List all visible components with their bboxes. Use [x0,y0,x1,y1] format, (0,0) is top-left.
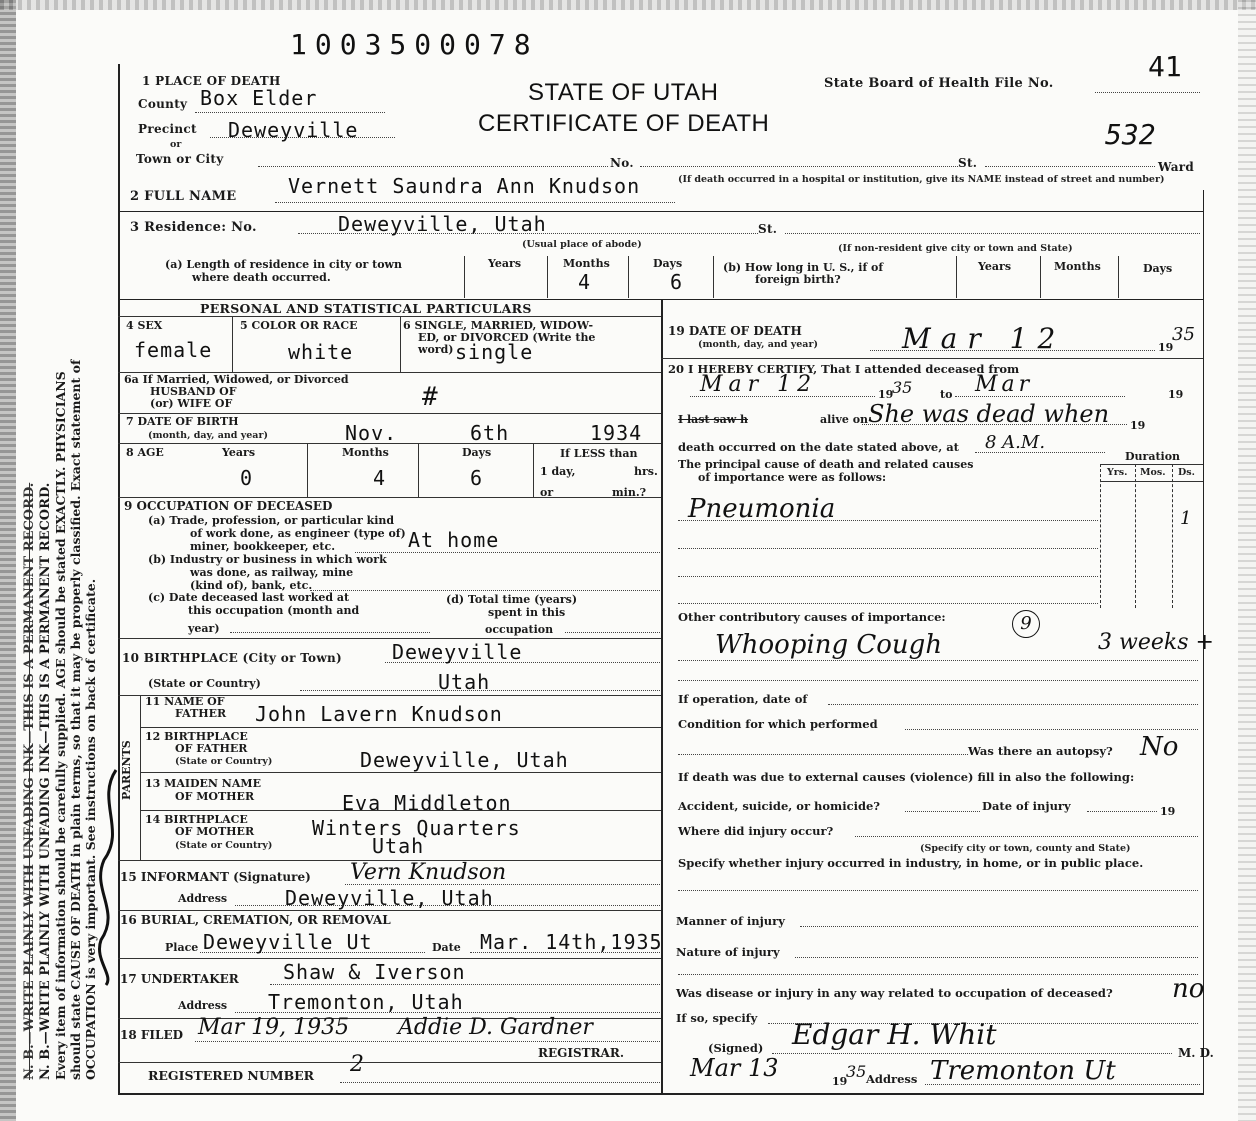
state-title: STATE OF UTAH [528,79,719,106]
full-name-label: 2 FULL NAME [130,189,237,204]
residence-label: 3 Residence: No. [130,220,257,235]
signed-label: (Signed) [708,1041,764,1055]
filed-label: 18 FILED [120,1028,183,1042]
street-no-label: No. [610,156,634,170]
injury-year-label: 19 [1160,805,1176,818]
occupation-related-value: no [1172,974,1205,1004]
us-residence-label-a: (b) How long in U. S., if of [723,261,884,274]
birthplace-city: Deweyville [392,640,523,664]
registered-number-value: 2 [350,1052,364,1077]
manner-label: Manner of injury [676,914,785,928]
dob-day: 6th [470,421,510,445]
margin-instruction-1: N. B.—WRITE PLAINLY WITH UNFADING INK—THIS IS A PERMANENT RECORD. [38,482,53,1080]
less-than-label-a: If LESS than [560,447,638,460]
registrar-signature: Addie D. Gardner [398,1015,593,1040]
date-of-death-label-b: (month, day, and year) [698,339,818,350]
undertaker-label: 17 UNDERTAKER [120,972,239,986]
physician-address-label: Address [866,1072,918,1086]
injury-specify-label: Specify whether injury occurred in industry, in home, or in public place. [678,856,1144,870]
external-causes-label: If death was due to external causes (violence) fill in also the following: [678,770,1135,784]
mother-birthplace-b: Utah [372,834,425,858]
birthplace-state: Utah [438,670,491,694]
dob-year: 1934 [590,421,643,445]
signed-year: 35 [846,1062,867,1081]
occupation-c1: (c) Date deceased last worked at [148,591,350,604]
occupation-d2: spent in this [488,606,566,619]
occupation-c3: year) [188,622,220,635]
residence-st-label: St. [758,222,778,236]
res-days-value: 6 [670,270,684,294]
age-months-label: Months [342,446,389,459]
street-label: St. [958,156,978,170]
informant-label: 15 INFORMANT (Signature) [120,870,311,884]
less-than-label-b: 1 day, [540,465,576,478]
marital-label-a: 6 SINGLE, MARRIED, WIDOW- [403,319,594,332]
last-saw-label: I last saw h [678,413,749,426]
condition-label: Condition for which performed [678,717,878,731]
physician-address: Tremonton Ut [930,1056,1116,1086]
injury-date-label: Date of injury [982,799,1071,813]
occupation-label: 9 OCCUPATION OF DECEASED [124,499,333,513]
contributory-number: 9 [1012,610,1040,638]
town-label: Town or City [136,152,224,166]
occupation-c2: this occupation (month and [188,604,360,617]
less-than-label-e: min.? [612,486,647,499]
undertaker-address-label: Address [178,999,228,1012]
nonresident-note: (If non-resident give city or town and State) [838,243,1073,254]
usual-abode-note: (Usual place of abode) [522,239,642,250]
dob-month: Nov. [345,421,398,445]
autopsy-value: No [1140,732,1179,762]
occupation-value: At home [408,528,500,552]
undertaker-address: Tremonton, Utah [268,990,464,1014]
us-residence-label-b: foreign birth? [755,273,841,286]
dob-label-a: 7 DATE OF BIRTH [126,415,239,428]
last-saw-year-prefix: 19 [1130,419,1146,432]
res-months-value: 4 [578,270,592,294]
right-scan-edge [1238,0,1256,1121]
burial-date: Mar. 14th,1935 [480,930,663,954]
left-scan-edge [0,0,16,1121]
date-of-death-year-prefix: 19 [1158,341,1174,354]
full-name-value: Vernett Saundra Ann Knudson [288,174,641,198]
age-days: 6 [470,466,484,490]
mother-birthplace-a: Winters Quarters [312,816,521,840]
physician-signature: Edgar H. Whit [792,1018,997,1051]
burial-label: 16 BURIAL, CREMATION, OR REMOVAL [120,913,391,927]
father-birthplace-label-b: OF FATHER [175,742,248,755]
signed-date: Mar 13 [690,1054,779,1082]
birthplace-label: 10 BIRTHPLACE (City or Town) [122,651,342,665]
md-label: M. D. [1178,1046,1214,1060]
operation-label: If operation, date of [678,692,808,706]
place-of-death-label: 1 PLACE OF DEATH [142,74,281,88]
serial-number: 1003500078 [290,28,539,61]
ward-label: Ward [1158,160,1195,174]
county-value: Box Elder [200,86,318,110]
father-name-label-a: 11 NAME OF [145,695,225,708]
principal-cause-value: Pneumonia [688,494,836,524]
date-of-death-label-a: 19 DATE OF DEATH [668,324,802,338]
father-birthplace-label-a: 12 BIRTHPLACE [145,730,248,743]
duration-mos-label: Mos. [1140,467,1166,478]
if-so-label: If so, specify [676,1011,758,1025]
occupation-a1: (a) Trade, profession, or particular kind [148,514,395,527]
spouse-mark: # [422,382,439,412]
mother-name: Eva Middleton [342,791,512,815]
file-no-value: 41 [1148,50,1182,83]
less-than-label-d: or [540,486,554,499]
hospital-note: (If death occurred in a hospital or institution, give its NAME instead of street and number) [678,174,1165,185]
autopsy-label: Was there an autopsy? [968,744,1113,758]
column-divider [661,299,663,1094]
principal-cause-label-a: The principal cause of death and related causes [678,458,974,471]
precinct-value: Deweyville [228,118,359,142]
res-years-label: Years [488,257,522,270]
age-days-label: Days [462,446,492,459]
res-days-label: Days [653,257,683,270]
race-value: white [288,340,354,364]
age-months: 4 [373,466,387,490]
form-left-border [118,64,120,1094]
mother-birthplace-label-c: (State or Country) [175,840,273,851]
specify-city-label: (Specify city or town, county and State) [920,843,1131,854]
undertaker-value: Shaw & Iverson [283,960,466,984]
attended-year-to-prefix: 19 [1168,388,1184,401]
informant-address-label: Address [178,892,228,905]
marital-value: single [455,340,534,364]
precinct-label: Precinct [138,122,197,136]
death-time-value: 8 A.M. [985,432,1046,453]
margin-strike-text: N. B.—WRITE PLAINLY WITH UNFADING INK—THIS IS A PERMANENT RECORD. [22,482,37,1080]
injury-where-label: Where did injury occur? [678,824,834,838]
marital-label-c: word) [418,343,454,356]
spouse-label-a: 6a If Married, Widowed, or Divorced [124,373,349,386]
occupation-d3: occupation [485,623,554,636]
attended-to-label: to [940,388,953,401]
age-years-label: Years [222,446,256,459]
burial-place-label: Place [165,941,199,954]
occupation-b1: (b) Industry or business in which work [148,553,387,566]
sex-value: female [134,338,213,362]
margin-instruction-4: OCCUPATION is very important. See instructions on back of certificate. [83,578,98,1080]
local-no-value: 532 [1105,118,1156,151]
attended-year-from-prefix: 19 [878,388,894,401]
death-occurred-label: death occurred on the date stated above, at [678,440,959,454]
margin-instruction-2: Every item of information should be carefully supplied. AGE should be stated EXACTLY. PHYSICIANS [53,371,68,1080]
file-no-label: State Board of Health File No. [824,76,1054,91]
personal-section-title: PERSONAL AND STATISTICAL PARTICULARS [200,301,532,316]
contributory-label: Other contributory causes of importance: [678,610,946,624]
principal-cause-label-b: of importance were as follows: [698,471,886,484]
attended-year-from: 35 [892,378,913,397]
informant-address: Deweyville, Utah [285,886,494,910]
mother-birthplace-label-a: 14 BIRTHPLACE [145,813,248,826]
duration-yrs-label: Yrs. [1107,467,1128,478]
birthplace-state-label: (State or Country) [148,677,261,690]
contributory-duration: 3 weeks + [1098,630,1214,655]
certify-label: 20 I HEREBY CERTIFY, That I attended deceased from [668,362,1020,376]
father-birthplace: Deweyville, Utah [360,748,569,772]
last-saw-value: She was dead when [868,400,1110,428]
occupation-a2: of work done, as engineer (type of) [190,527,406,540]
spouse-label-c: (or) WIFE OF [150,397,233,410]
spouse-label-b: HUSBAND OF [150,385,237,398]
date-of-death-value: Mar 12 [902,322,1066,355]
date-of-death-year-suffix: 35 [1172,324,1195,345]
father-birthplace-label-c: (State or Country) [175,756,273,767]
res-months-label: Months [563,257,610,270]
top-scan-edge [0,0,1256,10]
occupation-b2: was done, as railway, mine [190,566,354,579]
duration-ds-label: Ds. [1178,467,1195,478]
burial-place: Deweyville Ut [203,930,373,954]
or-label: or [170,139,182,150]
margin-instruction-3: should state CAUSE OF DEATH in plain terms, so that it may be properly classified. Exact statement of [68,359,83,1080]
less-than-label-c: hrs. [634,465,658,478]
contributory-value: Whooping Cough [715,630,943,660]
attended-to: Mar [975,372,1034,397]
marital-label-b: ED, or DIVORCED (Write the [418,331,596,344]
filed-date: Mar 19, 1935 [198,1015,350,1040]
principal-cause-duration-ds: 1 [1180,508,1192,529]
registered-number-label: REGISTERED NUMBER [148,1068,315,1083]
dob-label-b: (month, day, and year) [148,430,268,441]
age-label: 8 AGE [126,446,164,459]
occupation-related-label: Was disease or injury in any way related to occupation of deceased? [676,986,1113,1000]
informant-signature: Vern Knudson [350,860,507,885]
duration-label: Duration [1125,450,1181,463]
mother-name-label-b: OF MOTHER [175,790,255,803]
race-label: 5 COLOR OR RACE [240,319,358,332]
father-name-label-b: FATHER [175,707,227,720]
us-years-label: Years [978,260,1012,273]
county-label: County [138,97,188,111]
registrar-label: REGISTRAR. [538,1046,625,1060]
sex-label: 4 SEX [126,319,163,332]
signed-year-prefix: 19 [832,1075,848,1088]
nature-label: Nature of injury [676,945,780,959]
occupation-d1: (d) Total time (years) [446,593,578,606]
occupation-a3: miner, bookkeeper, etc. [190,540,336,553]
us-months-label: Months [1054,260,1101,273]
mother-name-label-a: 13 MAIDEN NAME [145,777,261,790]
mother-birthplace-label-b: OF MOTHER [175,825,255,838]
burial-date-label: Date [432,941,461,954]
parents-label: PARENTS [120,740,133,800]
certificate-title: CERTIFICATE OF DEATH [478,110,770,137]
length-residence-label-a: (a) Length of residence in city or town [165,258,403,271]
length-residence-label-b: where death occurred. [192,271,331,284]
attended-from: Mar 12 [700,372,818,397]
us-days-label: Days [1143,262,1173,275]
alive-label: alive on [820,413,869,426]
accident-label: Accident, suicide, or homicide? [678,799,881,813]
residence-value: Deweyville, Utah [338,212,547,236]
occupation-b3: (kind of), bank, etc. [190,579,313,592]
age-years: 0 [240,466,254,490]
father-name: John Lavern Knudson [255,702,503,726]
